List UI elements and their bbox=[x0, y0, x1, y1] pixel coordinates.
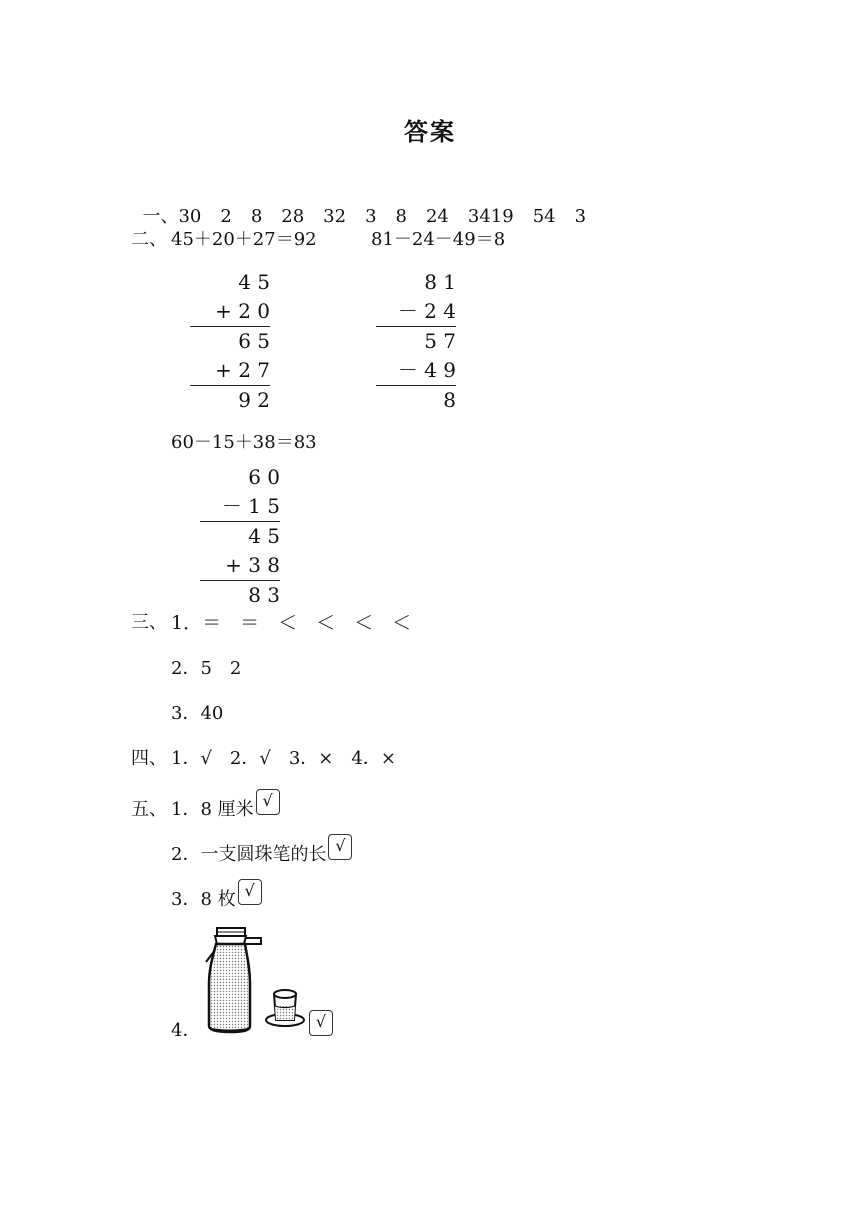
calc-row: + 3 8 bbox=[200, 551, 280, 581]
section-5-label: 五、 bbox=[131, 799, 167, 820]
calc-row: 4 5 bbox=[248, 524, 280, 548]
section-5-q3-text: 3．8 枚 bbox=[171, 889, 236, 910]
answer-value: 2 bbox=[220, 206, 232, 227]
section-3-q2: 2．5 2 bbox=[171, 658, 242, 679]
checkmark-box: √ bbox=[309, 1010, 333, 1036]
vertical-calc-2 bbox=[376, 268, 456, 415]
section-5-q1 bbox=[171, 791, 280, 825]
calc-row: + 2 7 bbox=[190, 356, 270, 386]
thermos-icon bbox=[206, 928, 261, 1032]
thermos-and-cup-illustration bbox=[198, 924, 310, 1036]
calc-row: 5 7 bbox=[424, 329, 456, 353]
equation-1: 45＋20＋27＝92 bbox=[171, 229, 317, 250]
answer-value: 8 bbox=[395, 206, 407, 227]
answer-value: 28 bbox=[281, 206, 305, 227]
section-5-q4-check bbox=[307, 1012, 333, 1046]
vertical-calc-3 bbox=[200, 463, 280, 610]
vertical-calc-1 bbox=[190, 268, 270, 415]
section-4-label: 四、 bbox=[131, 748, 167, 769]
calc-row: 8 bbox=[443, 388, 456, 412]
section-1-answers bbox=[178, 206, 605, 227]
calc-row: － 4 9 bbox=[376, 356, 456, 386]
calc-row: 6 0 bbox=[248, 465, 280, 489]
checkmark-box: √ bbox=[238, 879, 262, 905]
calc-row: － 2 4 bbox=[376, 297, 456, 327]
answer-value: 3419 bbox=[467, 206, 514, 227]
equation-2: 81－24－49＝8 bbox=[371, 229, 506, 250]
equation-3: 60－15＋38＝83 bbox=[171, 432, 317, 453]
calc-row: 6 5 bbox=[238, 329, 270, 353]
section-2-label: 二、 bbox=[131, 229, 167, 250]
section-5-q1-text: 1．8 厘米 bbox=[171, 799, 254, 820]
calc-row: 8 1 bbox=[424, 270, 456, 294]
checkmark-box: √ bbox=[256, 789, 280, 815]
page-title: 答案 bbox=[404, 118, 456, 146]
calc-row: 8 3 bbox=[248, 583, 280, 607]
checkmark-box: √ bbox=[328, 834, 352, 860]
section-4-answers: 1．√ 2．√ 3．× 4．× bbox=[171, 748, 396, 769]
calc-row: － 1 5 bbox=[200, 492, 280, 522]
section-3-q1: 1．＝ ＝ ＜ ＜ ＜ ＜ bbox=[171, 612, 412, 634]
answer-value: 3 bbox=[365, 206, 377, 227]
section-1-label: 一、 bbox=[142, 206, 179, 227]
section-5-q4-text: 4． bbox=[171, 1020, 201, 1041]
answer-value: 24 bbox=[425, 206, 449, 227]
section-1 bbox=[131, 184, 605, 228]
section-3-label: 三、 bbox=[131, 612, 167, 633]
calc-row: 9 2 bbox=[238, 388, 270, 412]
answer-value: 3 bbox=[574, 206, 587, 227]
section-5-q2 bbox=[171, 836, 352, 870]
answer-value: 8 bbox=[250, 206, 263, 227]
section-3-q3: 3．40 bbox=[171, 703, 224, 724]
answer-value: 54 bbox=[532, 206, 556, 227]
answer-value: 32 bbox=[323, 206, 347, 227]
section-5-q2-text: 2．一支圆珠笔的长 bbox=[171, 844, 327, 865]
calc-row: + 2 0 bbox=[190, 297, 270, 327]
answer-value: 30 bbox=[178, 206, 202, 227]
section-5-q3 bbox=[171, 881, 262, 915]
cup-icon bbox=[266, 990, 304, 1026]
calc-row: 4 5 bbox=[238, 270, 270, 294]
